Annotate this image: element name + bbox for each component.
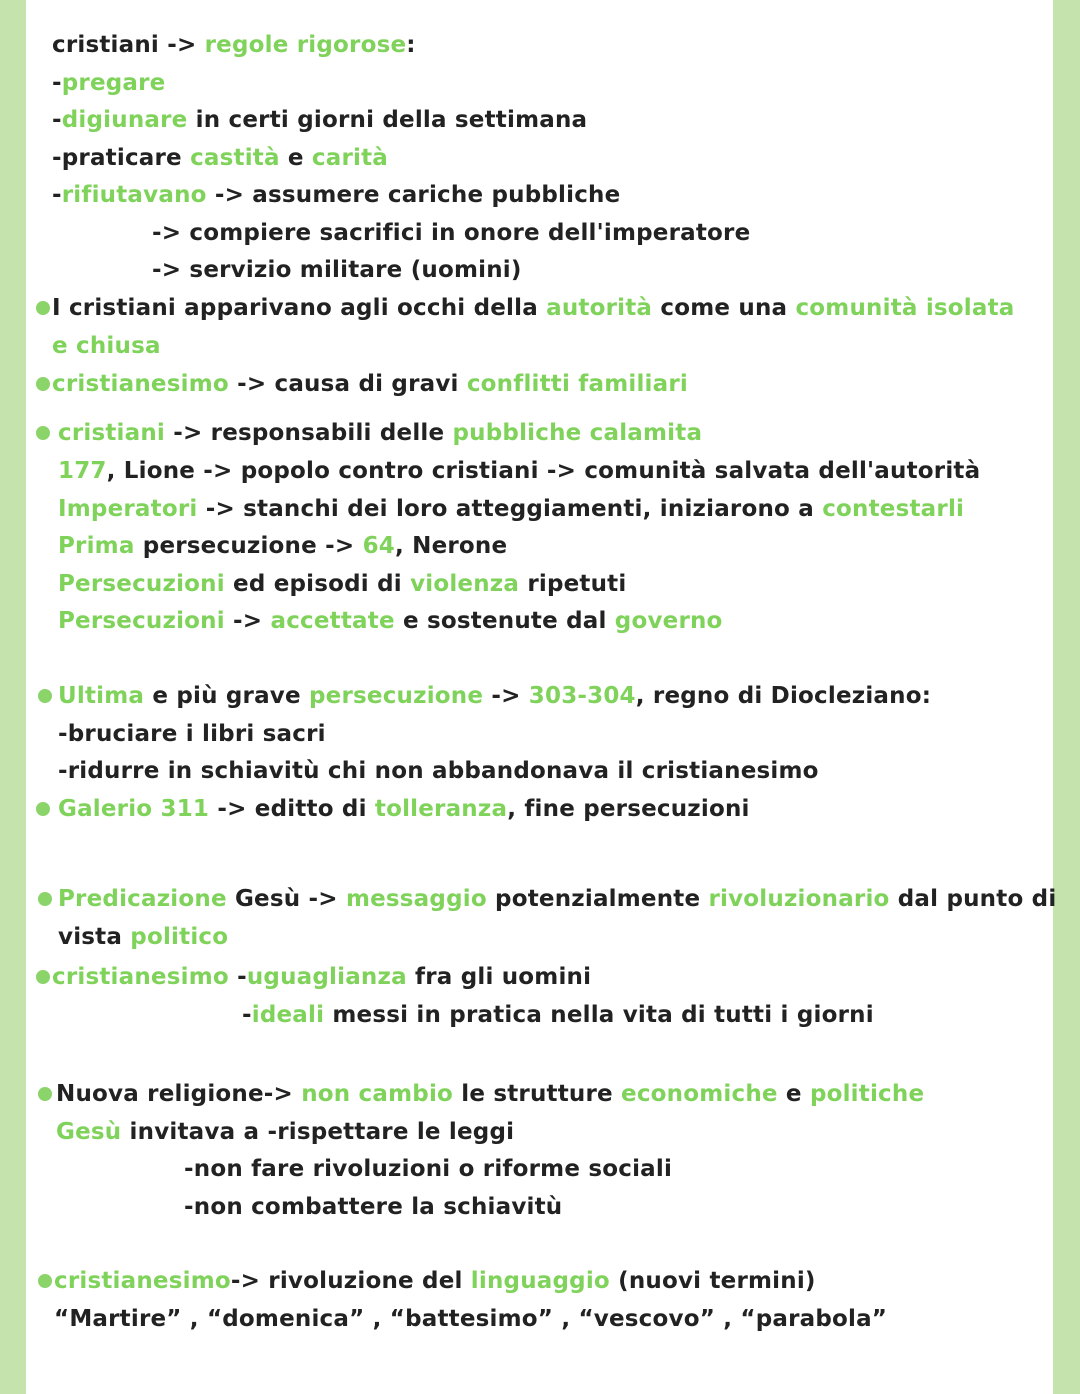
highlighted-text: Persecuzioni	[58, 608, 225, 634]
note-text: cristiani ->	[52, 32, 205, 58]
highlighted-text: autorità	[546, 295, 653, 321]
highlighted-text: Imperatori	[58, 496, 198, 522]
note-line	[52, 30, 416, 60]
highlighted-text: regole rigorose	[204, 32, 407, 58]
note-line	[242, 1000, 874, 1030]
highlighted-text: persecuzione	[309, 683, 484, 709]
highlighted-text: linguaggio	[470, 1268, 610, 1294]
note-text: , Lione -> popolo contro cristiani -> comunità salvata dell'autorità	[106, 458, 981, 484]
highlighted-text: economiche	[621, 1081, 778, 1107]
note-line	[152, 218, 750, 248]
highlighted-text: carità	[311, 145, 389, 171]
note-line	[52, 68, 165, 98]
note-text: -non combattere la schiavitù	[184, 1194, 563, 1220]
note-text: e sostenute dal	[394, 608, 615, 634]
highlighted-text: 177	[58, 458, 107, 484]
note-line	[58, 569, 626, 599]
note-text: invitava a -rispettare le leggi	[121, 1119, 515, 1145]
note-text: -> assumere cariche pubbliche	[206, 182, 621, 208]
highlighted-text: messaggio	[345, 886, 487, 912]
note-text: -non fare rivoluzioni o riforme sociali	[184, 1156, 673, 1182]
highlighted-text: pregare	[61, 70, 166, 96]
highlighted-text: ideali	[251, 1002, 325, 1028]
note-line	[52, 143, 388, 173]
note-text: vista	[58, 924, 131, 950]
note-line	[52, 962, 591, 992]
note-text: -	[52, 182, 62, 208]
highlighted-text: pubbliche calamita	[452, 420, 703, 446]
note-text: -	[52, 107, 62, 133]
note-text: e più grave	[144, 683, 309, 709]
note-text: -	[228, 964, 247, 990]
note-text: -> stanchi dei loro atteggiamenti, iniziarono a	[197, 496, 823, 522]
note-text: -ridurre in schiavitù chi non abbandonava il cristianesimo	[58, 758, 819, 784]
note-line	[58, 494, 964, 524]
note-text: -> responsabili delle	[165, 420, 453, 446]
highlighted-text: politiche	[809, 1081, 925, 1107]
highlighted-text: cristianesimo	[54, 1268, 231, 1294]
highlighted-text: conflitti familiari	[466, 371, 688, 397]
note-text: in certi giorni della settimana	[187, 107, 588, 133]
note-text: -> editto di	[209, 796, 375, 822]
highlighted-text: contestarli	[822, 496, 965, 522]
highlighted-text: cristiani	[58, 420, 166, 446]
bullet-dot	[36, 301, 50, 315]
note-text: “Martire” , “domenica” , “battesimo” , “vescovo” , “parabola”	[54, 1306, 888, 1332]
note-text: ->	[483, 683, 529, 709]
note-line	[52, 293, 1015, 323]
note-line	[58, 922, 228, 952]
note-text: -> servizio militare (uomini)	[152, 257, 522, 283]
note-line	[52, 105, 587, 135]
highlighted-text: Gesù	[56, 1119, 122, 1145]
bullet-dot	[36, 970, 50, 984]
note-text: come una	[652, 295, 796, 321]
highlighted-text: digiunare	[61, 107, 188, 133]
note-line	[58, 884, 1056, 914]
note-line	[184, 1154, 672, 1184]
note-line	[52, 369, 688, 399]
highlighted-text: 303-304	[528, 683, 636, 709]
note-line	[52, 180, 620, 210]
note-text: , regno di Diocleziano:	[635, 683, 932, 709]
highlighted-text: Persecuzioni	[58, 571, 225, 597]
note-text: I cristiani apparivano agli occhi della	[52, 295, 547, 321]
note-line	[152, 255, 522, 285]
note-text: messi in pratica nella vita di tutti i giorni	[324, 1002, 874, 1028]
note-text: Gesù ->	[226, 886, 346, 912]
note-line	[58, 531, 507, 561]
note-text: ripetuti	[519, 571, 627, 597]
note-text: -> causa di gravi	[228, 371, 467, 397]
note-text: -	[242, 1002, 252, 1028]
note-line	[54, 1304, 887, 1334]
note-text: -	[52, 70, 62, 96]
note-line	[58, 456, 980, 486]
note-text: , Nerone	[395, 533, 508, 559]
note-line	[52, 331, 161, 361]
note-text: Nuova religione->	[56, 1081, 302, 1107]
note-text: persecuzione ->	[134, 533, 363, 559]
highlighted-text: castità	[190, 145, 280, 171]
note-text: -> compiere sacrifici in onore dell'imperatore	[152, 220, 751, 246]
highlighted-text: Predicazione	[58, 886, 227, 912]
note-line	[184, 1192, 562, 1222]
bullet-dot	[38, 892, 52, 906]
highlighted-text: Galerio 311	[58, 796, 210, 822]
note-line	[54, 1266, 816, 1296]
highlighted-text: cristianesimo	[52, 371, 229, 397]
note-line	[58, 794, 750, 824]
note-text: ed episodi di	[224, 571, 411, 597]
highlighted-text: tolleranza	[374, 796, 508, 822]
highlighted-text: uguaglianza	[246, 964, 407, 990]
note-line	[58, 606, 723, 636]
highlighted-text: 64	[362, 533, 395, 559]
note-text: -> rivoluzione del	[230, 1268, 471, 1294]
note-text: e	[777, 1081, 810, 1107]
highlighted-text: e chiusa	[52, 333, 161, 359]
highlighted-text: rifiutavano	[61, 182, 207, 208]
highlighted-text: Ultima	[58, 683, 145, 709]
note-text: le strutture	[453, 1081, 622, 1107]
bullet-dot	[38, 689, 52, 703]
note-text: (nuovi termini)	[609, 1268, 816, 1294]
note-line	[56, 1079, 924, 1109]
bullet-dot	[36, 377, 50, 391]
bullet-dot	[38, 1087, 52, 1101]
note-text: -bruciare i libri sacri	[58, 721, 326, 747]
highlighted-text: accettate	[270, 608, 395, 634]
left-margin-bar	[0, 0, 26, 1394]
note-text: e	[279, 145, 312, 171]
note-text: potenzialmente	[486, 886, 709, 912]
bullet-dot	[38, 1274, 52, 1288]
bullet-dot	[36, 426, 50, 440]
bullet-dot	[36, 802, 50, 816]
highlighted-text: non cambio	[301, 1081, 454, 1107]
note-line	[58, 418, 702, 448]
note-text: ->	[224, 608, 271, 634]
note-line	[58, 719, 326, 749]
highlighted-text: rivoluzionario	[708, 886, 890, 912]
note-line	[58, 681, 931, 711]
note-text: fra gli uomini	[406, 964, 592, 990]
highlighted-text: governo	[614, 608, 723, 634]
highlighted-text: politico	[130, 924, 229, 950]
highlighted-text: Prima	[58, 533, 135, 559]
highlighted-text: comunità isolata	[795, 295, 1015, 321]
note-text: -praticare	[52, 145, 191, 171]
highlighted-text: violenza	[410, 571, 520, 597]
note-line	[58, 756, 819, 786]
note-line	[56, 1117, 514, 1147]
highlighted-text: cristianesimo	[52, 964, 229, 990]
right-margin-bar	[1053, 0, 1080, 1394]
note-text: , fine persecuzioni	[507, 796, 750, 822]
note-text: :	[406, 32, 416, 58]
note-text: dal punto di	[889, 886, 1057, 912]
